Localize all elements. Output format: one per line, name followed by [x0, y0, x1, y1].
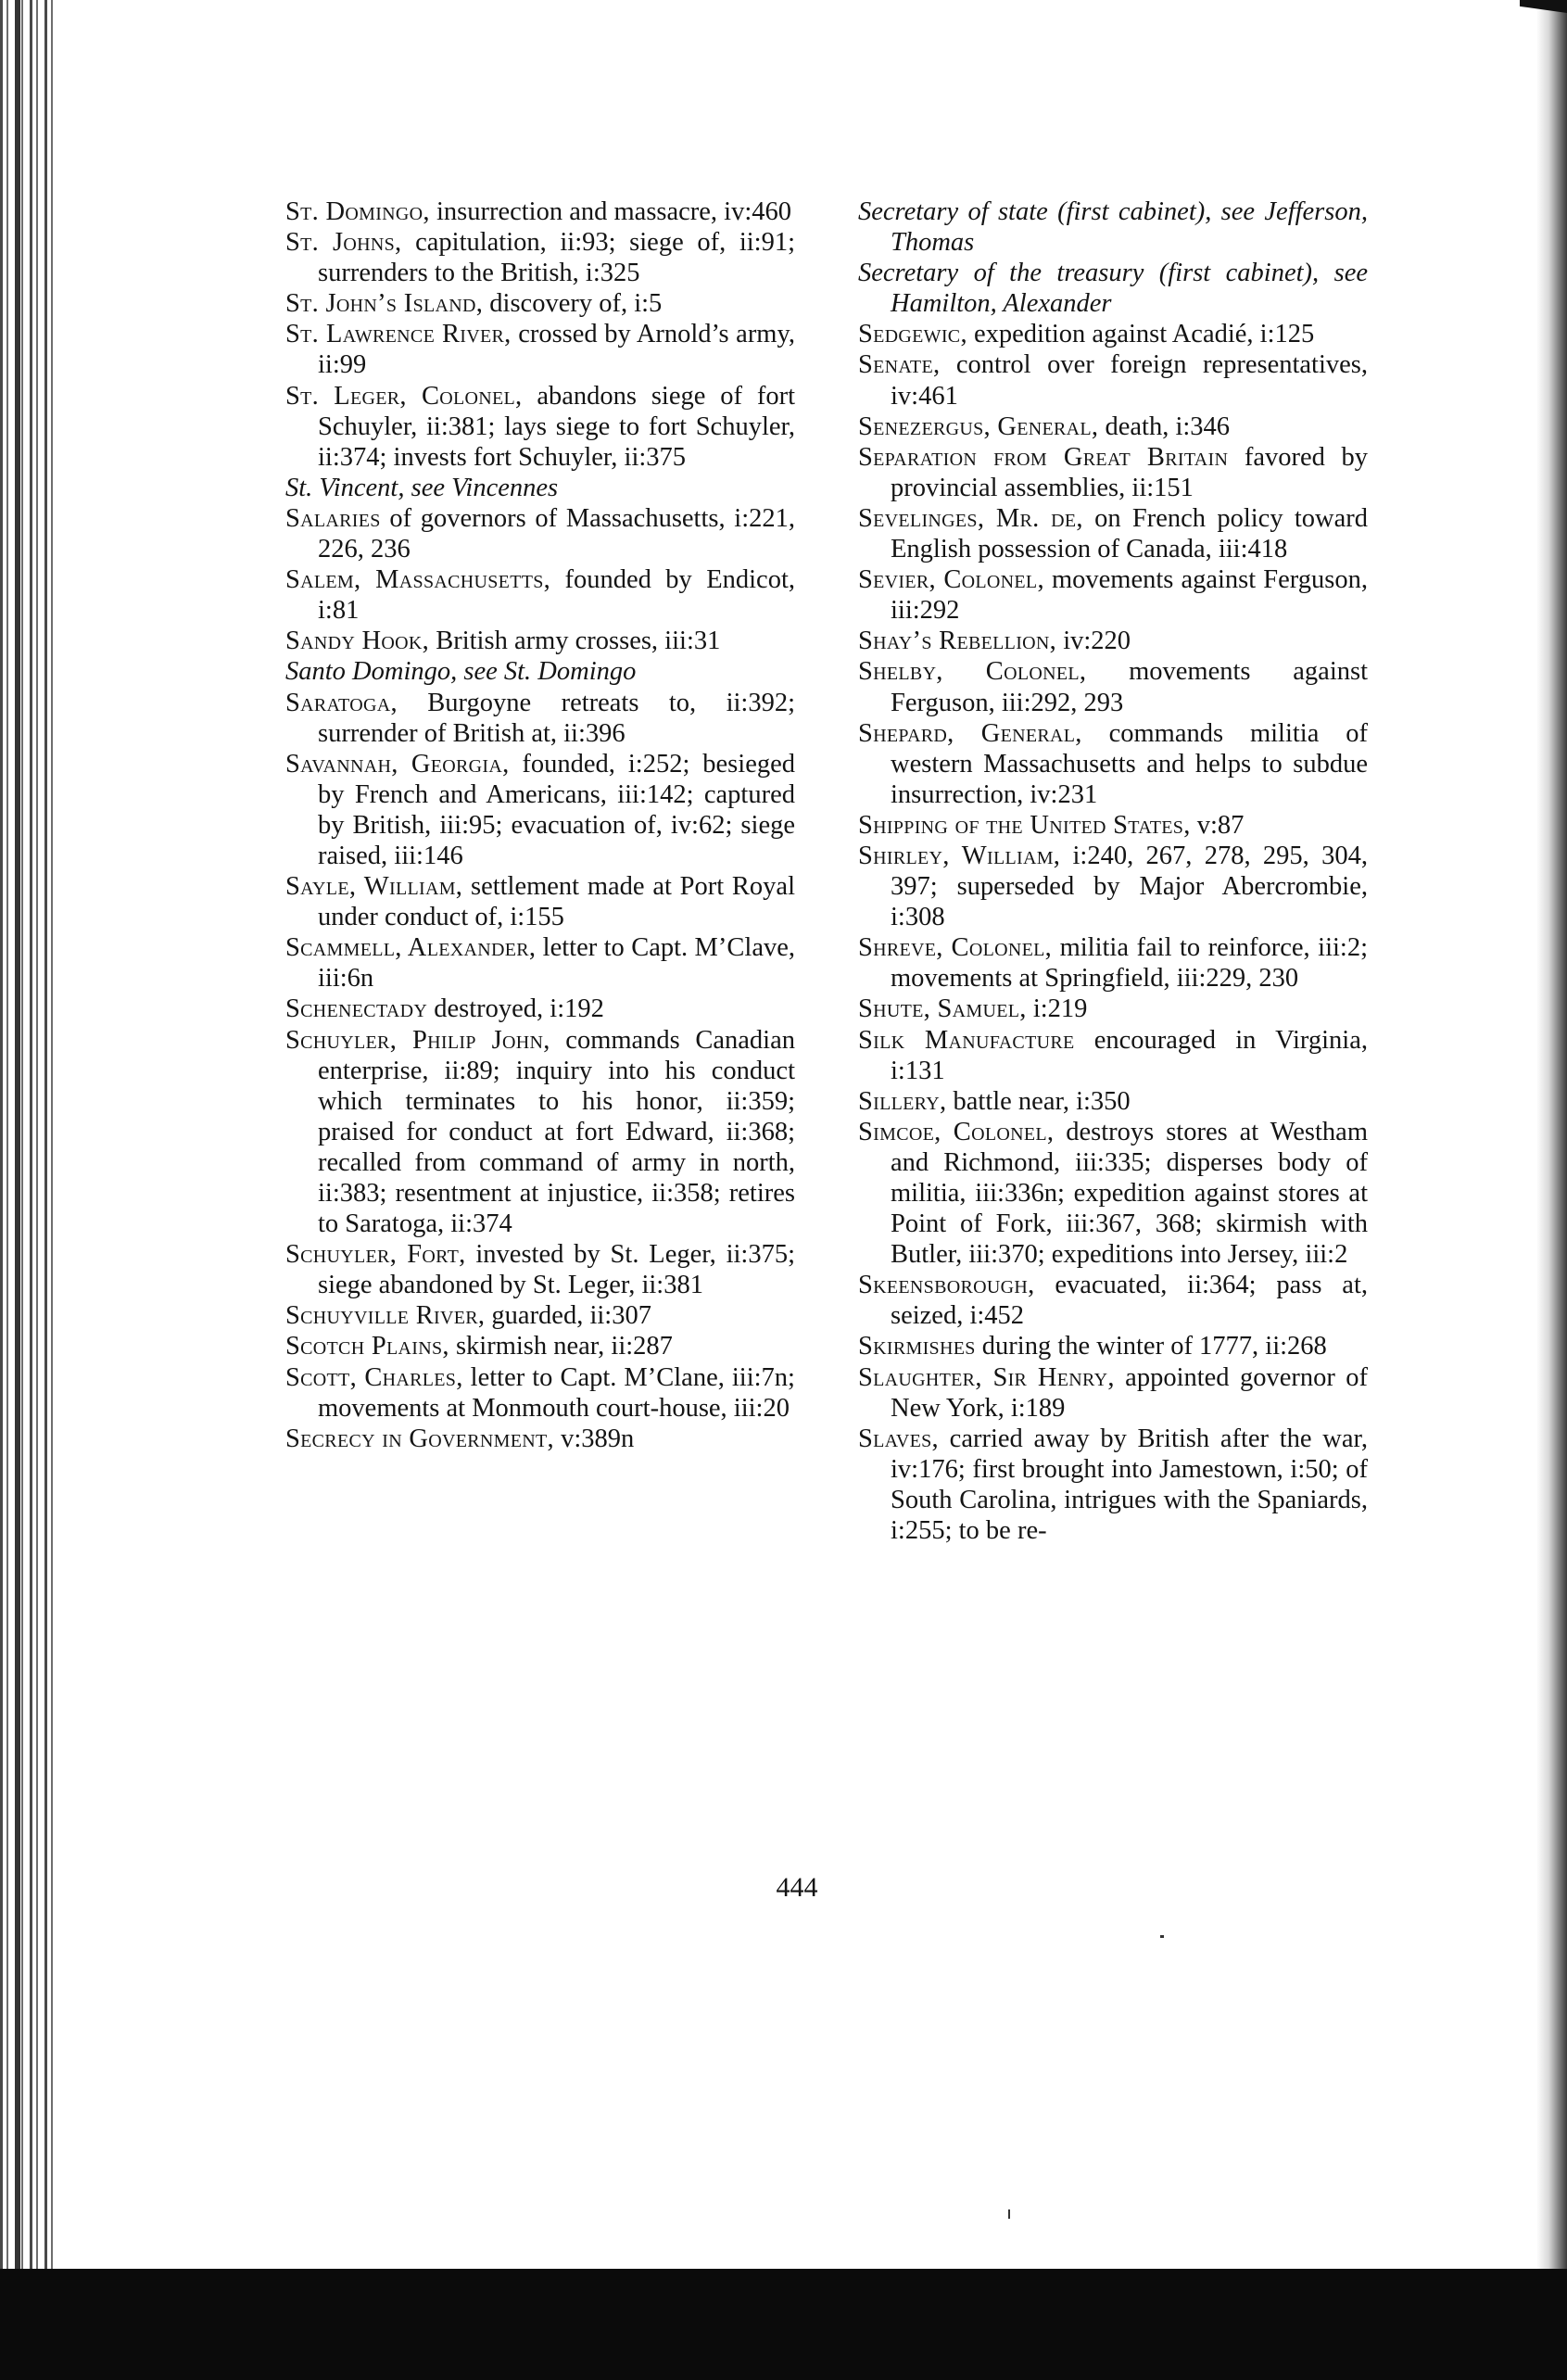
index-entry — [858, 349, 1368, 411]
entry-references: battle near, i:350 — [946, 1086, 1131, 1116]
entry-references: commands Canadian enterprise, ii:89; inquiry into his conduct which terminates to his honor, ii:359; praised for conduct at fort Edward, ii:368; recalled from command of army in north, ii:383; resentment at injustice, ii:358; retires to Saratoga, ii:374 — [318, 1025, 795, 1239]
entry-references: commands militia of western Massachusetts and helps to subdue insurrection, iv:231 — [891, 718, 1368, 809]
entry-heading: Salaries — [285, 503, 381, 533]
entry-references: letter to Capt. M’Clave, iii:6n — [318, 933, 795, 994]
entry-heading: Shreve, Colonel, — [858, 933, 1053, 963]
index-entry — [285, 994, 795, 1024]
index-entry — [858, 319, 1368, 349]
entry-heading: St. Johns, — [285, 228, 402, 258]
index-entry — [285, 1362, 795, 1424]
index-column-left — [285, 196, 795, 1454]
index-entry — [858, 564, 1368, 626]
index-entry — [858, 994, 1368, 1024]
index-entry — [858, 1362, 1368, 1424]
index-entry — [285, 749, 795, 871]
entry-references: encouraged in Virginia, i:131 — [891, 1025, 1369, 1085]
entry-references: crossed by Arnold’s army, ii:99 — [318, 320, 796, 380]
index-entry — [285, 1300, 795, 1331]
entry-references: destroys stores at Westham and Richmond, iii:335; disperses body of militia, iii:336n; expedition against stores at Point of Fork, iii:367, 368; skirmish with Butler, iii:370; expeditions into Jersey, iii:2 — [891, 1117, 1368, 1270]
entry-references: guarded, ii:307 — [485, 1301, 651, 1331]
index-entry — [285, 1331, 795, 1361]
index-entry — [285, 1239, 795, 1300]
entry-heading: Shelby, Colonel, — [858, 657, 1087, 687]
entry-heading: St. John’s Island, — [285, 289, 484, 319]
entry-references: abandons siege of fort Schuyler, ii:381; lays siege to fort Schuyler, ii:374; invests fort Schuyler, ii:375 — [318, 381, 796, 472]
index-entry — [858, 1117, 1368, 1270]
entry-heading: Silk Manufacture — [858, 1025, 1075, 1055]
entry-heading: Shute, Samuel, — [858, 994, 1027, 1024]
entry-heading: Schuyville River, — [285, 1301, 486, 1331]
page-edge-shadow — [1536, 0, 1567, 2269]
entry-references: destroyed, i:192 — [427, 994, 604, 1024]
index-entry — [285, 503, 795, 564]
index-entry — [858, 411, 1368, 442]
entry-heading: Schuyler, Philip John, — [285, 1025, 550, 1055]
entry-references: i:219 — [1026, 994, 1088, 1024]
entry-heading: Scott, Charles, — [285, 1362, 463, 1392]
entry-references: skirmish near, ii:287 — [449, 1332, 673, 1361]
entry-heading: Slaughter, Sir Henry, — [858, 1362, 1115, 1392]
entry-references: British army crosses, iii:31 — [429, 627, 721, 656]
entry-references: settlement made at Port Royal under conduct of, i:155 — [318, 872, 795, 932]
entry-heading: Saratoga, — [285, 688, 398, 717]
entry-heading: St. Leger, Colonel, — [285, 381, 523, 411]
entry-references: carried away by British after the war, iv:176; first brought into Jamestown, i:50; of South Carolina, intrigues with the Spaniards, i:255; to be re- — [891, 1424, 1368, 1546]
entry-heading: Sevelinges, Mr. de, — [858, 503, 1083, 533]
entry-references: control over foreign representatives, iv:461 — [891, 350, 1368, 411]
entry-heading: Schuyler, Fort, — [285, 1240, 466, 1270]
index-entry — [285, 227, 795, 288]
index-entry — [285, 473, 795, 503]
index-entry — [858, 1270, 1368, 1331]
entry-references: appointed governor of New York, i:189 — [891, 1362, 1369, 1423]
entry-references: evacuated, ii:364; pass at, seized, i:452 — [891, 1271, 1368, 1331]
entry-heading: Shepard, General, — [858, 718, 1082, 748]
entry-heading: Sayle, William, — [285, 872, 463, 902]
entry-heading: Separation from Great Britain — [858, 442, 1229, 472]
index-entry — [285, 626, 795, 656]
entry-heading: Secrecy in Government, — [285, 1424, 554, 1453]
entry-references: Burgoyne retreats to, ii:392; surrender of British at, ii:396 — [318, 688, 795, 748]
index-entry — [858, 718, 1368, 810]
entry-references: movements against Ferguson, iii:292, 293 — [891, 657, 1368, 717]
index-entry — [285, 688, 795, 749]
entry-references: expedition against Acadié, i:125 — [967, 320, 1315, 349]
entry-heading: Skirmishes — [858, 1332, 976, 1361]
index-entry — [285, 288, 795, 319]
entry-references: of governors of Massachusetts, i:221, 226, 236 — [318, 503, 795, 564]
scan-bottom-border — [0, 2269, 1567, 2380]
entry-heading: Scotch Plains, — [285, 1332, 449, 1361]
entry-references: founded, i:252; besieged by French and Americans, iii:142; captured by British, iii:95; evacuation of, iv:62; siege raised, iii:146 — [318, 749, 795, 870]
entry-references: v:389n — [553, 1424, 635, 1453]
index-column-right — [858, 196, 1368, 1546]
cross-reference: Secretary of the treasury (first cabinet), see Hamilton, Alexander — [858, 259, 1368, 319]
index-entry — [285, 564, 795, 626]
index-entry — [858, 196, 1368, 258]
index-entry — [858, 626, 1368, 656]
index-entry — [285, 1025, 795, 1240]
index-entry — [858, 1331, 1368, 1361]
entry-references: militia fail to reinforce, iii:2; movements at Springfield, iii:229, 230 — [891, 933, 1369, 994]
entry-references: during the winter of 1777, ii:268 — [975, 1332, 1327, 1361]
index-entry — [285, 381, 795, 473]
entry-heading: Savannah, Georgia, — [285, 749, 510, 779]
entry-heading: Senate, — [858, 350, 941, 380]
index-entry — [285, 656, 795, 687]
entry-heading: St. Domingo, — [285, 197, 430, 226]
entry-heading: Skeensborough, — [858, 1271, 1035, 1300]
entry-heading: Senezergus, General, — [858, 411, 1099, 441]
entry-heading: Shay’s Rebellion, — [858, 627, 1057, 656]
entry-heading: Slaves, — [858, 1424, 939, 1453]
book-spine-shadow — [0, 0, 56, 2380]
index-entry — [285, 319, 795, 380]
cross-reference: Secretary of state (first cabinet), see Jefferson, Thomas — [858, 197, 1368, 258]
entry-heading: Simcoe, Colonel, — [858, 1117, 1055, 1146]
index-entry — [285, 932, 795, 994]
entry-references: movements against Ferguson, iii:292 — [891, 565, 1368, 626]
entry-references: capitulation, ii:93; siege of, ii:91; surrenders to the British, i:325 — [318, 228, 795, 288]
cross-reference: Santo Domingo, see St. Domingo — [285, 657, 637, 687]
entry-heading: Schenectady — [285, 994, 428, 1024]
entry-heading: Salem, Massachusetts, — [285, 565, 551, 595]
entry-heading: Sedgewic, — [858, 320, 967, 349]
entry-references: death, i:346 — [1098, 411, 1231, 441]
entry-heading: Sevier, Colonel, — [858, 565, 1044, 595]
index-entry — [858, 1025, 1368, 1086]
entry-references: i:240, 267, 278, 295, 304, 397; superseded by Major Abercrombie, i:308 — [891, 841, 1368, 932]
index-entry — [858, 810, 1368, 841]
entry-references: v:87 — [1190, 810, 1245, 840]
entry-heading: Scammell, Alexander, — [285, 933, 537, 963]
entry-heading: Shipping of the United States, — [858, 810, 1191, 840]
index-entry — [858, 258, 1368, 319]
index-entry — [285, 871, 795, 932]
entry-heading: Sandy Hook, — [285, 627, 430, 656]
entry-references: on French policy toward English possession of Canada, iii:418 — [891, 503, 1368, 564]
index-entry — [858, 1424, 1368, 1546]
scan-speck — [1008, 2209, 1010, 2219]
entry-references: letter to Capt. M’Clane, iii:7n; movements at Monmouth court-house, iii:20 — [318, 1362, 795, 1423]
index-entry — [858, 656, 1368, 717]
entry-references: iv:220 — [1056, 627, 1131, 656]
entry-references: founded by Endicot, i:81 — [318, 565, 795, 626]
index-entry — [858, 841, 1368, 932]
entry-heading: St. Lawrence River, — [285, 320, 512, 349]
index-entry — [858, 1086, 1368, 1117]
entry-references: invested by St. Leger, ii:375; siege abandoned by St. Leger, ii:381 — [318, 1240, 795, 1300]
entry-heading: Shirley, William, — [858, 841, 1061, 870]
entry-references: discovery of, i:5 — [483, 289, 663, 319]
entry-references: insurrection and massacre, iv:460 — [429, 197, 792, 226]
index-entry — [285, 196, 795, 227]
cross-reference: St. Vincent, see Vincennes — [285, 473, 559, 502]
page-number: 444 — [776, 1872, 818, 1903]
index-entry — [858, 932, 1368, 994]
scan-speck — [1160, 1935, 1164, 1938]
index-entry — [858, 503, 1368, 564]
entry-references: favored by provincial assemblies, ii:151 — [891, 442, 1368, 502]
index-entry — [285, 1424, 795, 1454]
index-entry — [858, 442, 1368, 503]
entry-heading: Sillery, — [858, 1086, 947, 1116]
